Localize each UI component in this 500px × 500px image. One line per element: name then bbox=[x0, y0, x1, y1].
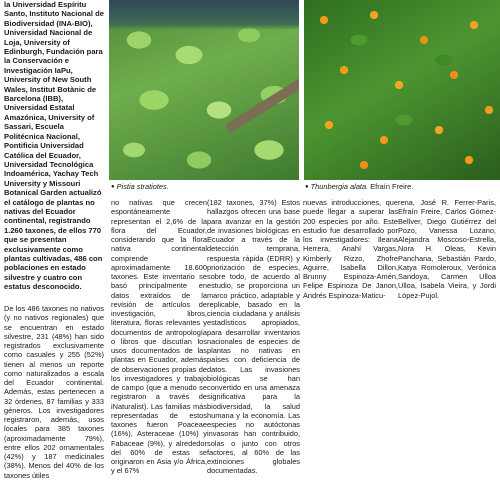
log-shape bbox=[225, 67, 299, 134]
article-column-4: nuevas introducciones, que puede llegar a superar las 200 especies por año. Este estudio fue desarrollado por los investigadores: Ileana Herrera, Anahí Vargas, Kimberly Rizzo, Zhofre Aguirre, Isabella Dillon, Brunny Espinoza-Amén, Felipe Espinoza De Janon, Andrés Espinoza-Maticu- bbox=[303, 198, 398, 300]
article-column-5: rena, José R. Ferrer-Paris, Efraín Freire, Carlos Gómez-Bellver, Diego Gutiérrez del Pozo, Vanessa Lozano, Alejandra Moscoso-Estrella, Nora H. Oleas, Kevin Panchana, Sebastián Pardo, Katya Romoleroux, Verónica Sandoya, Carmen Ulloa Ulloa, Isabela Vieira, y Jordi López-Pujol. bbox=[398, 198, 496, 300]
caption-credit-2: Efraín Freire. bbox=[370, 182, 414, 191]
water-surface bbox=[109, 0, 299, 30]
article-column-3: (182 taxones, 37%) Estos hallazgos ofrecen una base para avanzar en la gestión de invasiones biológicas en Ecuador a través de la detección temprana, respuesta rápida (EDRR) y priorización de especies, sobre todo, de acuerdo al estudio, se proporciona un marco práctico, adaptable y replicable, basado en la ciencia ciudadana y análisis estadísticos apropiados, para desarrollar inventarios nacionales de especies de plantas no nativas en países con deficiencia de datos. Las invasiones biológicas se han convertido en una amenaza significativa para la biodiversidad, la salud humana y la economía. Las especies no autóctonas invasoras han contribuido, solas o junto con otros factores, al 60% de las extinciones globales documentadas. bbox=[207, 198, 300, 476]
article-column-2: no nativas que crecen espontáneamente representan el 2,6% de la flora del Ecuador, considerando que la flora nativa continental comprende aproximadamente 18.600 taxones. Este inventario se basó principalmente en datos extraídos de la revisión de artículos de investigación, libros, literatura, floras relevantes y documentos de antropología o libros que discutían los usos documentados de las plantas en Ecuador, además de observaciones propias de los investigadores y trabajo de campo (que a menudo se registraron a través de iNaturalist). Las familias más representadas de estos taxones fueron Poaceae (16%), Asteraceae (10%) y Fabaceae (9%), y alrededor del 60% de estas se originaron en Asia y/o África, y el 67% bbox=[111, 198, 207, 476]
photo-pistia-stratiotes bbox=[109, 0, 299, 180]
caption-bullet-icon: ● bbox=[111, 184, 115, 190]
caption-species-1: Pistia stratiotes. bbox=[116, 182, 169, 191]
caption-species-2: Thunbergia alata. bbox=[310, 182, 369, 191]
photo-thunbergia-alata bbox=[304, 0, 500, 180]
intro-paragraph: la Universidad Espíritu Santo, Instituto Nacional de Biodiversidad (INA-BIO), Universidad Nacional de Loja, University of Edinburgh, Fundación para la Conservación e Investigación IaPu, University of New South Wales, Institut Botànic de Barcelona (IBB), Universidad Estatal Amazónica, University of Sassari, Escuela Politécnica Nacional, Pontificia Universidad Católica del Ecuador, Universidad Tecnológica Indoamérica, Yachay Tech University y Missouri Botanical Garden actualizó el catálogo de plantas no nativas del Ecuador continental, registrando 1.260 taxones, de ellos 770 que se presentan exclusivamente como plantas cultivadas, 486 con poblaciones en estado silvestre y cuatro con estatus desconocido. bbox=[4, 0, 104, 292]
photo-caption-1 bbox=[111, 182, 301, 192]
article-column-1: De los 486 taxones no nativos (y no nativos regionales) que se encuentran en estado silvestre, 231 (48%) han sido registrados exclusivamente como casuales y 255 (52%) tienen al menos un reporte como naturalizados a escala del Ecuador continental. Además, estas pertenecen a 32 órdenes, 87 familias y 333 géneros. Los investigadores registraron, además, usos locales para 385 taxones (aproximadamente 79%), entre ellos 202 ornamentales (42%) y 187 medicinales (38%). Menos del 40% de los taxones útiles bbox=[4, 304, 104, 480]
photo-caption-2 bbox=[305, 182, 500, 192]
caption-bullet-icon: ● bbox=[305, 184, 309, 190]
